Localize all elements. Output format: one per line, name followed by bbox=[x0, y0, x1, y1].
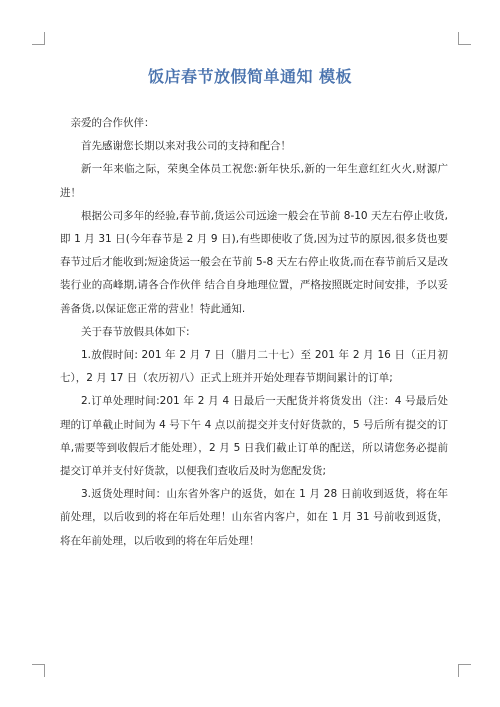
document-body bbox=[60, 112, 448, 553]
crop-mark-top-right bbox=[458, 32, 471, 45]
document-title: 饭店春节放假简单通知 模板 bbox=[147, 67, 353, 86]
greeting-paragraph: 亲爱的合作伙伴： bbox=[70, 117, 155, 129]
thanks-paragraph: 首先感谢您长期以来对我公司的支持和配合！ bbox=[81, 140, 291, 153]
crop-mark-bottom-right bbox=[458, 664, 471, 677]
crop-mark-bottom-left bbox=[32, 664, 45, 677]
wishes-paragraph: 新一年来临之际，荣奥全体员工祝您:新年快乐,新的一年生意红红火火,财源广进！ bbox=[60, 163, 448, 199]
shipping-notice-paragraph: 根据公司多年的经验,春节前,货运公司远途一般会在节前 8-10 天左右停止收货,即 1 月 31 日(今年春节是 2 月 9 日),有些即使收了货,因为过节的原因,很多货也要春节过后才能收到;短途货运一般会在节前 5-8 天左右停止收货,而在春节前后又是改装行业的高峰期,请各合作伙伴 结合自身地理位置，严格按照既定时间安排，予以妥善备货,以保证您正常的营业！特此通知. bbox=[60, 209, 448, 315]
holiday-time-paragraph: 1.放假时间: 201 年 2 月 7 日（腊月二十七）至 201 年 2 月 16 日（正月初七），2 月 17 日（农历初八）正式上班并开始处理春节期间累计的订单; bbox=[60, 349, 448, 385]
crop-mark-top-left bbox=[32, 32, 45, 45]
order-processing-paragraph: 2.订单处理时间:201 年 2 月 4 日最后一天配货并将货发出（注：4 号最后处理的订单截止时间为 4 号下午 4 点以前提交并支付好货款的，5 号后所有提交的订单,需要等到收假后才能处理），2 月 5 日我们截止订单的配送，所以请您务必提前提交订单并支付好货款，以便我们查收后及时为您配发货; bbox=[60, 395, 448, 478]
holiday-details-heading: 关于春节放假具体如下: bbox=[81, 325, 190, 338]
returns-processing-paragraph: 3.返货处理时间：山东省外客户的返货，如在 1 月 28 日前收到返货，将在年前处理，以后收到的将在年后处理！山东省内客户，如在 1 月 31 号前收到返货，将在年前处理，以后收到的将在年后处理！ bbox=[60, 488, 448, 547]
